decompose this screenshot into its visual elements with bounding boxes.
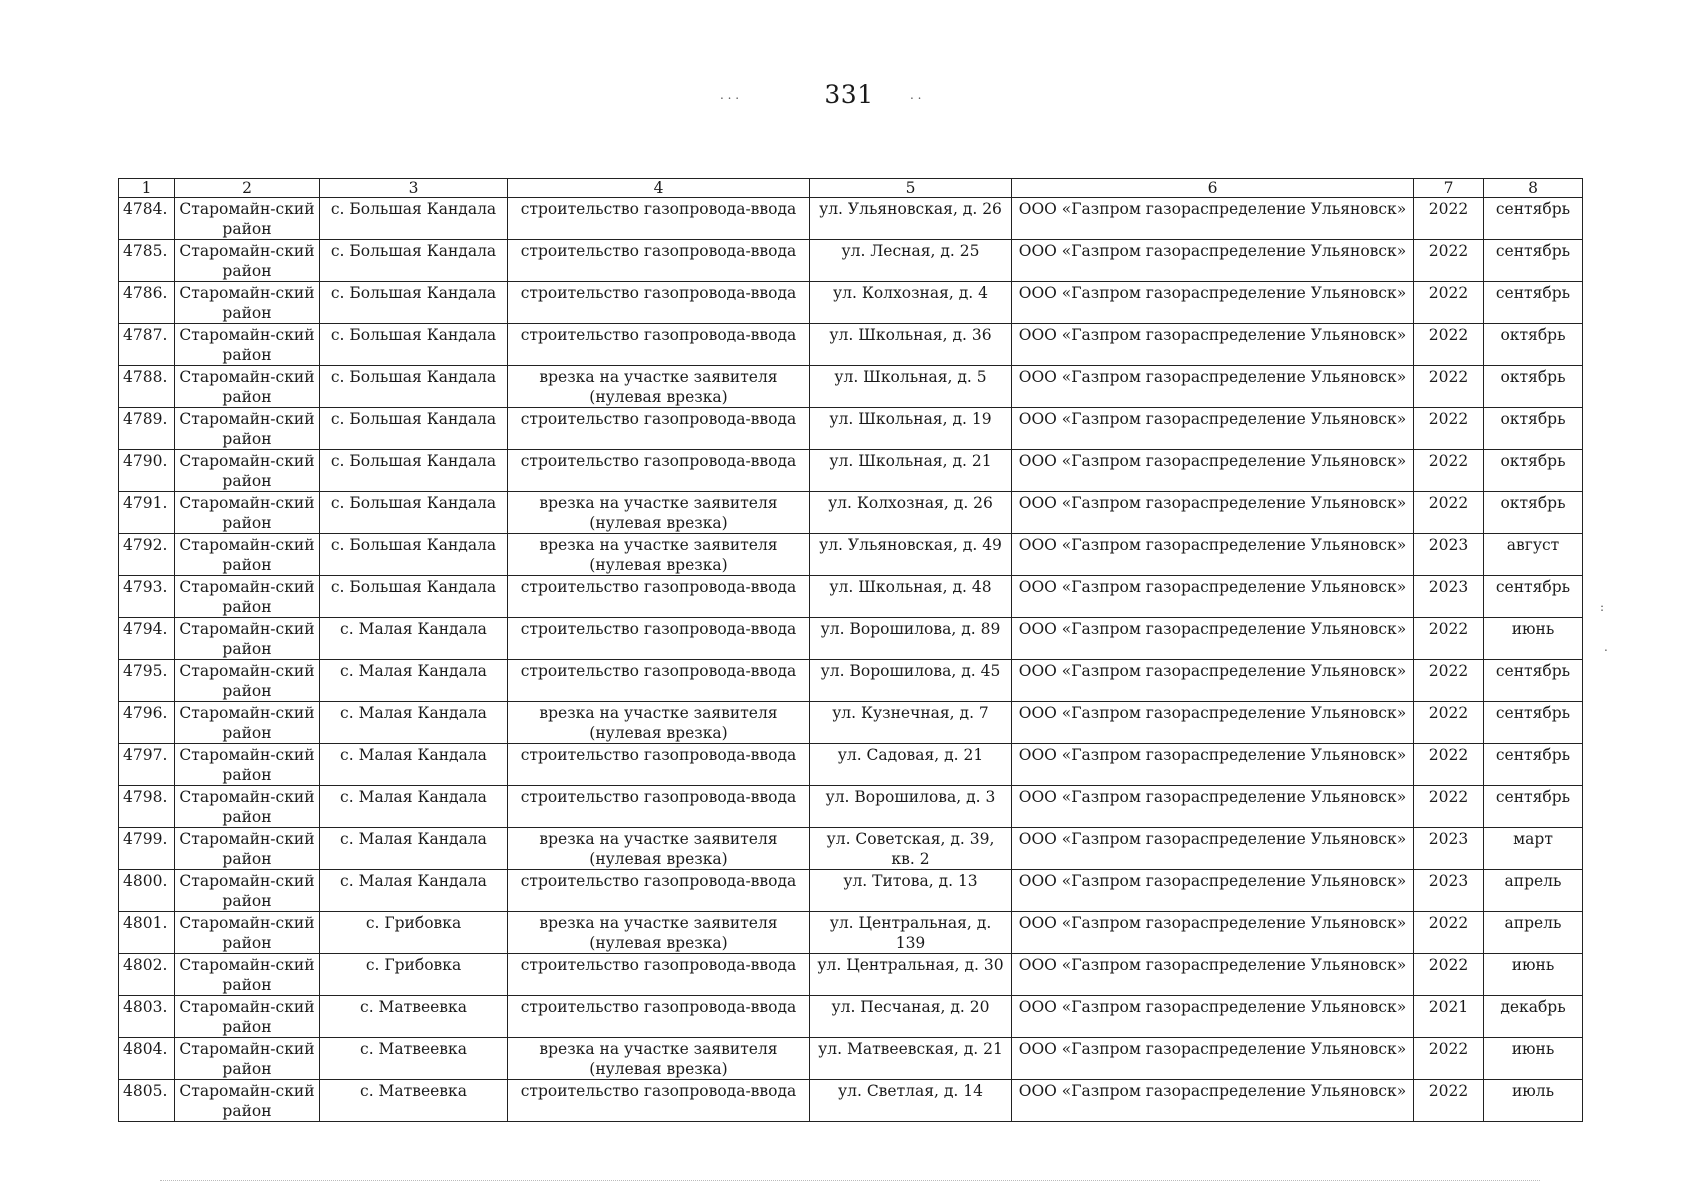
cell-district: Старомайн-ский район	[175, 534, 320, 576]
cell-organization: ООО «Газпром газораспределение Ульяновск»	[1012, 744, 1414, 786]
cell-row-number: 4792.	[119, 534, 175, 576]
cell-address: ул. Ворошилова, д. 45	[810, 660, 1012, 702]
cell-month: июнь	[1484, 1038, 1583, 1080]
table-row	[119, 492, 1583, 534]
cell-year: 2022	[1414, 450, 1484, 492]
cell-organization: ООО «Газпром газораспределение Ульяновск»	[1012, 450, 1414, 492]
cell-address: ул. Центральная, д. 30	[810, 954, 1012, 996]
cell-row-number: 4798.	[119, 786, 175, 828]
cell-work-type: врезка на участке заявителя (нулевая врезка)	[508, 1038, 810, 1080]
cell-organization: ООО «Газпром газораспределение Ульяновск»	[1012, 660, 1414, 702]
cell-year: 2022	[1414, 618, 1484, 660]
cell-address: ул. Колхозная, д. 4	[810, 282, 1012, 324]
cell-row-number: 4794.	[119, 618, 175, 660]
cell-organization: ООО «Газпром газораспределение Ульяновск»	[1012, 828, 1414, 870]
table-row	[119, 870, 1583, 912]
cell-address: ул. Центральная, д. 139	[810, 912, 1012, 954]
cell-month: июнь	[1484, 954, 1583, 996]
page-number: 331	[824, 80, 874, 109]
table-row	[119, 1080, 1583, 1122]
cell-district: Старомайн-ский район	[175, 786, 320, 828]
cell-district: Старомайн-ский район	[175, 618, 320, 660]
cell-address: ул. Школьная, д. 5	[810, 366, 1012, 408]
cell-month: октябрь	[1484, 492, 1583, 534]
cell-address: ул. Школьная, д. 21	[810, 450, 1012, 492]
cell-year: 2021	[1414, 996, 1484, 1038]
cell-year: 2022	[1414, 744, 1484, 786]
cell-work-type: строительство газопровода-ввода	[508, 954, 810, 996]
cell-settlement: с. Большая Кандала	[320, 324, 508, 366]
cell-organization: ООО «Газпром газораспределение Ульяновск»	[1012, 492, 1414, 534]
cell-settlement: с. Малая Кандала	[320, 870, 508, 912]
cell-settlement: с. Большая Кандала	[320, 408, 508, 450]
cell-month: апрель	[1484, 870, 1583, 912]
cell-month: сентябрь	[1484, 744, 1583, 786]
cell-row-number: 4797.	[119, 744, 175, 786]
cell-address: ул. Титова, д. 13	[810, 870, 1012, 912]
cell-work-type: врезка на участке заявителя (нулевая врезка)	[508, 534, 810, 576]
cell-district: Старомайн-ский район	[175, 366, 320, 408]
cell-address: ул. Ворошилова, д. 3	[810, 786, 1012, 828]
cell-year: 2022	[1414, 198, 1484, 240]
cell-month: сентябрь	[1484, 198, 1583, 240]
cell-settlement: с. Малая Кандала	[320, 786, 508, 828]
table-row	[119, 324, 1583, 366]
cell-row-number: 4793.	[119, 576, 175, 618]
cell-work-type: врезка на участке заявителя (нулевая врезка)	[508, 492, 810, 534]
cell-work-type: строительство газопровода-ввода	[508, 786, 810, 828]
cell-month: сентябрь	[1484, 576, 1583, 618]
table-row	[119, 996, 1583, 1038]
cell-settlement: с. Грибовка	[320, 954, 508, 996]
cell-row-number: 4784.	[119, 198, 175, 240]
scan-speck: :	[1600, 600, 1605, 614]
cell-row-number: 4800.	[119, 870, 175, 912]
cell-row-number: 4789.	[119, 408, 175, 450]
cell-organization: ООО «Газпром газораспределение Ульяновск»	[1012, 786, 1414, 828]
cell-work-type: строительство газопровода-ввода	[508, 576, 810, 618]
cell-month: октябрь	[1484, 408, 1583, 450]
cell-settlement: с. Грибовка	[320, 912, 508, 954]
cell-organization: ООО «Газпром газораспределение Ульяновск»	[1012, 912, 1414, 954]
cell-district: Старомайн-ский район	[175, 324, 320, 366]
cell-row-number: 4785.	[119, 240, 175, 282]
cell-row-number: 4805.	[119, 1080, 175, 1122]
cell-settlement: с. Матвеевка	[320, 1038, 508, 1080]
cell-work-type: врезка на участке заявителя (нулевая врезка)	[508, 702, 810, 744]
table-row	[119, 954, 1583, 996]
cell-settlement: с. Большая Кандала	[320, 282, 508, 324]
cell-year: 2022	[1414, 324, 1484, 366]
cell-year: 2023	[1414, 576, 1484, 618]
cell-district: Старомайн-ский район	[175, 240, 320, 282]
table-row	[119, 1038, 1583, 1080]
cell-district: Старомайн-ский район	[175, 408, 320, 450]
cell-settlement: с. Большая Кандала	[320, 576, 508, 618]
table-row	[119, 702, 1583, 744]
cell-settlement: с. Большая Кандала	[320, 450, 508, 492]
cell-year: 2022	[1414, 660, 1484, 702]
column-header-year: 7	[1414, 179, 1484, 198]
cell-row-number: 4796.	[119, 702, 175, 744]
cell-year: 2022	[1414, 366, 1484, 408]
cell-month: август	[1484, 534, 1583, 576]
cell-row-number: 4786.	[119, 282, 175, 324]
cell-year: 2023	[1414, 534, 1484, 576]
cell-settlement: с. Матвеевка	[320, 996, 508, 1038]
cell-row-number: 4804.	[119, 1038, 175, 1080]
cell-year: 2022	[1414, 1038, 1484, 1080]
cell-organization: ООО «Газпром газораспределение Ульяновск»	[1012, 1038, 1414, 1080]
scan-speck: . . .	[720, 88, 740, 102]
column-header-organization: 6	[1012, 179, 1414, 198]
cell-organization: ООО «Газпром газораспределение Ульяновск»	[1012, 996, 1414, 1038]
cell-year: 2022	[1414, 912, 1484, 954]
cell-organization: ООО «Газпром газораспределение Ульяновск»	[1012, 954, 1414, 996]
cell-work-type: строительство газопровода-ввода	[508, 618, 810, 660]
column-header-row-number: 1	[119, 179, 175, 198]
cell-organization: ООО «Газпром газораспределение Ульяновск»	[1012, 324, 1414, 366]
cell-settlement: с. Большая Кандала	[320, 366, 508, 408]
cell-year: 2023	[1414, 828, 1484, 870]
table-header-row	[119, 179, 1583, 198]
cell-year: 2023	[1414, 870, 1484, 912]
column-header-district: 2	[175, 179, 320, 198]
cell-work-type: строительство газопровода-ввода	[508, 450, 810, 492]
scan-speck: .	[1604, 640, 1608, 654]
cell-work-type: строительство газопровода-ввода	[508, 744, 810, 786]
cell-month: июнь	[1484, 618, 1583, 660]
cell-settlement: с. Большая Кандала	[320, 492, 508, 534]
cell-address: ул. Ворошилова, д. 89	[810, 618, 1012, 660]
cell-month: октябрь	[1484, 366, 1583, 408]
scan-footer-line	[160, 1180, 1540, 1181]
cell-address: ул. Школьная, д. 36	[810, 324, 1012, 366]
cell-work-type: строительство газопровода-ввода	[508, 660, 810, 702]
table-row	[119, 618, 1583, 660]
table-row	[119, 408, 1583, 450]
cell-row-number: 4787.	[119, 324, 175, 366]
cell-settlement: с. Матвеевка	[320, 1080, 508, 1122]
cell-work-type: врезка на участке заявителя (нулевая врезка)	[508, 366, 810, 408]
table-row	[119, 366, 1583, 408]
cell-district: Старомайн-ский район	[175, 744, 320, 786]
cell-district: Старомайн-ский район	[175, 996, 320, 1038]
cell-row-number: 4788.	[119, 366, 175, 408]
cell-work-type: строительство газопровода-ввода	[508, 324, 810, 366]
cell-work-type: строительство газопровода-ввода	[508, 1080, 810, 1122]
cell-work-type: строительство газопровода-ввода	[508, 996, 810, 1038]
cell-address: ул. Садовая, д. 21	[810, 744, 1012, 786]
cell-district: Старомайн-ский район	[175, 702, 320, 744]
column-header-month: 8	[1484, 179, 1583, 198]
cell-district: Старомайн-ский район	[175, 1080, 320, 1122]
cell-organization: ООО «Газпром газораспределение Ульяновск»	[1012, 1080, 1414, 1122]
cell-row-number: 4791.	[119, 492, 175, 534]
cell-district: Старомайн-ский район	[175, 282, 320, 324]
cell-district: Старомайн-ский район	[175, 660, 320, 702]
cell-month: апрель	[1484, 912, 1583, 954]
cell-district: Старомайн-ский район	[175, 912, 320, 954]
cell-year: 2022	[1414, 786, 1484, 828]
cell-district: Старомайн-ский район	[175, 450, 320, 492]
cell-organization: ООО «Газпром газораспределение Ульяновск»	[1012, 576, 1414, 618]
cell-address: ул. Песчаная, д. 20	[810, 996, 1012, 1038]
cell-organization: ООО «Газпром газораспределение Ульяновск»	[1012, 366, 1414, 408]
cell-address: ул. Светлая, д. 14	[810, 1080, 1012, 1122]
table-row	[119, 450, 1583, 492]
cell-settlement: с. Малая Кандала	[320, 828, 508, 870]
cell-address: ул. Школьная, д. 48	[810, 576, 1012, 618]
cell-year: 2022	[1414, 954, 1484, 996]
cell-year: 2022	[1414, 282, 1484, 324]
cell-settlement: с. Большая Кандала	[320, 534, 508, 576]
cell-district: Старомайн-ский район	[175, 954, 320, 996]
cell-work-type: врезка на участке заявителя (нулевая врезка)	[508, 912, 810, 954]
scan-speck: . .	[910, 88, 922, 102]
cell-year: 2022	[1414, 702, 1484, 744]
column-header-settlement: 3	[320, 179, 508, 198]
cell-month: октябрь	[1484, 450, 1583, 492]
table-row	[119, 744, 1583, 786]
cell-address: ул. Колхозная, д. 26	[810, 492, 1012, 534]
table-row	[119, 576, 1583, 618]
table-row	[119, 240, 1583, 282]
cell-month: декабрь	[1484, 996, 1583, 1038]
column-header-address: 5	[810, 179, 1012, 198]
column-header-work-type: 4	[508, 179, 810, 198]
cell-work-type: строительство газопровода-ввода	[508, 282, 810, 324]
cell-work-type: строительство газопровода-ввода	[508, 198, 810, 240]
cell-year: 2022	[1414, 240, 1484, 282]
cell-row-number: 4799.	[119, 828, 175, 870]
cell-work-type: строительство газопровода-ввода	[508, 240, 810, 282]
cell-organization: ООО «Газпром газораспределение Ульяновск»	[1012, 282, 1414, 324]
cell-month: сентябрь	[1484, 240, 1583, 282]
cell-district: Старомайн-ский район	[175, 576, 320, 618]
cell-address: ул. Матвеевская, д. 21	[810, 1038, 1012, 1080]
table-row	[119, 828, 1583, 870]
cell-month: март	[1484, 828, 1583, 870]
cell-month: сентябрь	[1484, 702, 1583, 744]
cell-settlement: с. Малая Кандала	[320, 702, 508, 744]
cell-organization: ООО «Газпром газораспределение Ульяновск»	[1012, 618, 1414, 660]
cell-work-type: строительство газопровода-ввода	[508, 870, 810, 912]
table-row	[119, 534, 1583, 576]
cell-district: Старомайн-ский район	[175, 492, 320, 534]
cell-address: ул. Школьная, д. 19	[810, 408, 1012, 450]
cell-row-number: 4802.	[119, 954, 175, 996]
cell-organization: ООО «Газпром газораспределение Ульяновск»	[1012, 198, 1414, 240]
table-body	[119, 179, 1583, 1122]
cell-work-type: врезка на участке заявителя (нулевая врезка)	[508, 828, 810, 870]
cell-district: Старомайн-ский район	[175, 198, 320, 240]
register-table	[118, 178, 1583, 1122]
cell-month: сентябрь	[1484, 282, 1583, 324]
cell-organization: ООО «Газпром газораспределение Ульяновск»	[1012, 408, 1414, 450]
table-row	[119, 198, 1583, 240]
cell-district: Старомайн-ский район	[175, 1038, 320, 1080]
cell-organization: ООО «Газпром газораспределение Ульяновск»	[1012, 240, 1414, 282]
cell-address: ул. Ульяновская, д. 26	[810, 198, 1012, 240]
cell-organization: ООО «Газпром газораспределение Ульяновск»	[1012, 870, 1414, 912]
cell-address: ул. Кузнечная, д. 7	[810, 702, 1012, 744]
cell-organization: ООО «Газпром газораспределение Ульяновск»	[1012, 702, 1414, 744]
cell-row-number: 4790.	[119, 450, 175, 492]
cell-district: Старомайн-ский район	[175, 828, 320, 870]
cell-settlement: с. Малая Кандала	[320, 744, 508, 786]
cell-row-number: 4795.	[119, 660, 175, 702]
cell-settlement: с. Малая Кандала	[320, 660, 508, 702]
cell-organization: ООО «Газпром газораспределение Ульяновск»	[1012, 534, 1414, 576]
table-row	[119, 912, 1583, 954]
cell-district: Старомайн-ский район	[175, 870, 320, 912]
cell-month: сентябрь	[1484, 786, 1583, 828]
cell-year: 2022	[1414, 1080, 1484, 1122]
cell-year: 2022	[1414, 492, 1484, 534]
cell-settlement: с. Малая Кандала	[320, 618, 508, 660]
cell-month: октябрь	[1484, 324, 1583, 366]
cell-address: ул. Лесная, д. 25	[810, 240, 1012, 282]
table-row	[119, 660, 1583, 702]
cell-month: июль	[1484, 1080, 1583, 1122]
table-row	[119, 282, 1583, 324]
cell-work-type: строительство газопровода-ввода	[508, 408, 810, 450]
cell-settlement: с. Большая Кандала	[320, 240, 508, 282]
cell-address: ул. Ульяновская, д. 49	[810, 534, 1012, 576]
cell-month: сентябрь	[1484, 660, 1583, 702]
cell-settlement: с. Большая Кандала	[320, 198, 508, 240]
cell-row-number: 4801.	[119, 912, 175, 954]
cell-row-number: 4803.	[119, 996, 175, 1038]
cell-year: 2022	[1414, 408, 1484, 450]
cell-address: ул. Советская, д. 39, кв. 2	[810, 828, 1012, 870]
table-row	[119, 786, 1583, 828]
